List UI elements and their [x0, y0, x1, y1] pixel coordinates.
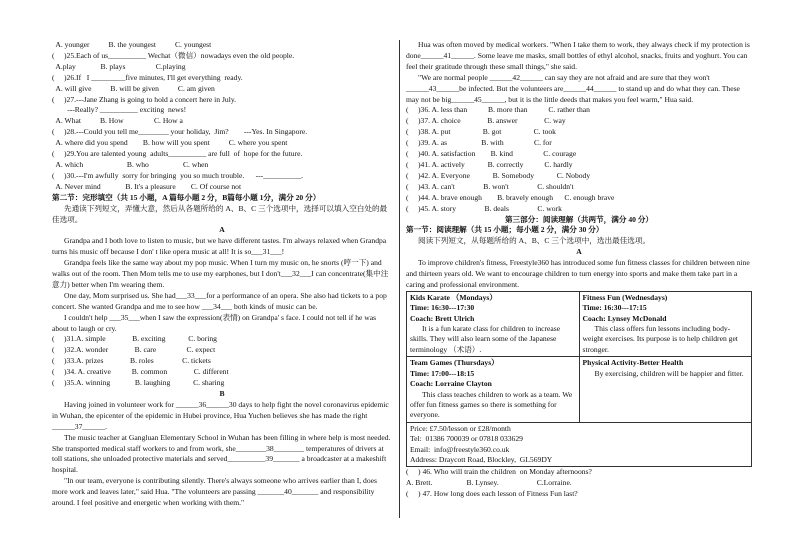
column-divider — [399, 40, 400, 518]
option-line: ( )38. A. put B. got C. took — [406, 127, 556, 137]
options-31-35 — [52, 334, 392, 389]
option-line: ( )34. A. creative B. common C. different — [52, 367, 229, 377]
option-line: ( )37. A. choice B. answer C. way — [406, 116, 566, 126]
option-line: ( )45. A. story B. deals C. work — [406, 203, 562, 213]
option-line: ( )35.A. winning B. laughing C. sharing — [52, 378, 225, 388]
info-line: Address: Draycott Road, Blockley, GL569DY — [410, 454, 553, 464]
contact-info-box — [406, 423, 752, 468]
question-line: A. will give B. will be given C. am given — [52, 83, 215, 93]
question-line: A. which B. who C. when — [52, 159, 209, 169]
section2-title: 第二节：完形填空（共 15 小题，A 篇每小题 2 分，B篇每小题 1分，满分 20 分） — [52, 192, 321, 202]
paragraph: Hua was often moved by medical workers. "When I take them to work, they always check if my protection is done______41______. Some leave me masks, small bottles of ethyl alcohol, snacks, fruits and yoghurt. You can feel their gratitude through these small things," she said. — [406, 40, 750, 71]
info-line: Price: £7.50/lesson or £28/month — [410, 423, 511, 433]
question-line: ( )25.Each of us__________ Wechat（微信）nowadays even the old people. — [52, 50, 295, 60]
fitness-class-table — [406, 291, 752, 423]
table-cell-kids-karate: Kids Karate （Mondays） Time: 16:30---17:30 Coach: Brett Ulrich It is a fun karate class for children to increase skills. They will also learn some of the Japanese terminology （术语）. — [407, 291, 580, 356]
option-line: ( )32.A. wonder B. care C. expect — [52, 345, 216, 355]
option-line: ( )41. A. actively B. correctly C. hardly — [406, 159, 573, 169]
question-line: ( ) 47. How long does each lesson of Fitness Fun last? — [406, 489, 578, 499]
paragraph: The music teacher at Gangluan Elementary School in Wuhan has been filling in where help is most needed. She transported medical staff workers to and from work, she________38________ temperatures of drivers at toll stations, she unloaded protective materials and served__________39_______ a broadcaster at a makeshift hospital. — [52, 432, 391, 475]
question-line: A. Never mind B. It's a pleasure C. Of course not — [52, 181, 242, 191]
table-cell-physical-activity: Physical Activity-Better Health By exercising, children will be happier and fitter. — [579, 357, 752, 422]
question-line: ( )26.If I _________five minutes, I'll get everything ready. — [52, 72, 243, 82]
option-line: ( )31.A. simple B. exciting C. boring — [52, 334, 217, 344]
cloze-passage-b-continued — [406, 40, 752, 105]
part3-title: 第三部分：阅读理解（共两节，满分 40 分） — [504, 214, 654, 224]
mcq-block-24-30 — [52, 40, 392, 193]
questions-46-47 — [406, 467, 752, 500]
question-line: ( )29.You are talented young adults__________ are full of hope for the future. — [52, 149, 303, 159]
cloze-passage-a — [52, 236, 392, 334]
question-line: ---Really? __________ exciting news! — [52, 105, 187, 115]
options-36-45 — [406, 105, 752, 214]
part3-section1-title: 第一节：阅读理解（共 15 小题；每小题 2 分，满分 30 分） — [406, 225, 604, 235]
option-line: ( )33.A. prizes B. roles C. tickets — [52, 356, 211, 366]
left-column — [52, 40, 392, 509]
question-line: A. What B. How C. How a — [52, 116, 183, 126]
paragraph: One day, Mom surprised us. She had___33___for a performance of an opera. She also had tickets to a pop concert. She wanted Grandpa and me to see how ___34___ both kinds of music can be. — [52, 290, 387, 311]
table-cell-fitness-fun: Fitness Fun (Wednesdays) Time: 16:30---17:15 Coach: Lynsey McDonald This class offers fun lessons including body-weight exercises. Its purpose is to help children get stronger. — [579, 291, 752, 356]
paragraph: "We are normal people ______42______ can say they are not afraid and are sure that they won't ______43______be infected. But the volunteers are______44______ to stand up and do what they can. These may not be big______45______, but it is the little deeds that makes you feel warm," Hua said. — [406, 72, 740, 104]
question-line: A. younger B. the youngest C. youngest — [52, 40, 212, 49]
paragraph: "In our team, everyone is contributing silently. There's always someone who arrives earlier than I, does more work and leaves later," said Hua. "The volunteers are passing _______40_______ and responsibility around. I feel positive and energetic when working with them." — [52, 476, 377, 508]
paragraph: Grandpa and I both love to listen to music, but we have different tastes. I'm always relaxed when Grandpa turns his music off because I don' t like opera music at all! It is so___31___! — [52, 236, 387, 257]
option-line: ( )43. A. can't B. won't C. shouldn't — [406, 181, 574, 191]
question-line: A.play B. plays C.playing — [52, 61, 186, 71]
paragraph: Having joined in volunteer work for ______36______30 days to help fight the novel coronavirus epidemic in Wuhan, the epicenter of the epidemic in Hubei province, Hua Yuchen believes she has made the right ______37______. — [52, 399, 389, 431]
option-line: ( )42. A. Everyone B. Somebody C. Nobody — [406, 170, 591, 180]
option-line: ( )39. A. as B. with C. for — [406, 138, 552, 148]
part3-instructions: 阅读下列短文，从每题所给的 A、B、C 三个选项中，选出最佳选项。 — [418, 236, 651, 246]
paragraph: Grandpa feels like the same way about my pop music. When I turn my music on, he snorts (哼一下) and walks out of the room. Then Mom tells me to use my earphones, but I don't___32___I can concentrate(集中注意力) better when I'm wearing them. — [52, 258, 389, 289]
option-line: ( )44. A. brave enough B. bravely enough C. enough brave — [406, 192, 615, 202]
question-line: ( )28.---Could you tell me________ your holiday, Jim? ---Yes. In Singapore. — [52, 127, 308, 137]
question-line: ( )27.---Jane Zhang is going to hold a concert here in July. — [52, 94, 237, 104]
paragraph: I couldn't help ___35___when I saw the expression(表情) on Grandpa' s face. I could not tell if he was about to laugh or cry. — [52, 312, 377, 333]
question-line: ( )30.---I'm awfully sorry for bringing you so much trouble. ---__________. — [52, 170, 304, 180]
question-line: A. where did you spend B. how will you spent C. where you spent — [52, 138, 288, 148]
question-line: ( ) 46. Who will train the children on Monday afternoons? — [406, 467, 592, 477]
info-line: Email: info@freestyle360.co.uk — [410, 444, 510, 454]
table-cell-team-games: Team Games (Thursdays） Time: 17:00---18:15 Coach: Lorraine Clayton This class teaches children to work as a team. We offer fun fitness games so there is something for everyone. — [407, 357, 580, 422]
info-line: Tel: 01386 700039 or 07818 033629 — [410, 434, 523, 444]
passage-a-label: A — [219, 225, 225, 235]
reading-passage-a-label: A — [576, 247, 582, 257]
option-line: ( )36. A. less than B. more than C. rather than — [406, 105, 590, 115]
right-column — [406, 40, 752, 500]
question-line: A. Brett. B. Lynsey. C.Lorraine. — [406, 478, 572, 488]
passage-b-label: B — [219, 389, 225, 398]
section2-instructions: 先通读下列短文，弄懂大意，然后从各题所给的 A、B、C 三个选项中，选择可以填入空白处的最佳选项。 — [52, 203, 388, 224]
option-line: ( )40. A. satisfaction B. kind C. courage — [406, 149, 577, 159]
reading-passage-a-intro: To improve children's fitness, Freestyle360 has introduced some fun fitness classes for children between nine and thirteen years old. We want to encourage children to turn energy into sports and make them take part in a caring and professional environment. — [406, 258, 750, 289]
cloze-passage-b — [52, 400, 392, 509]
